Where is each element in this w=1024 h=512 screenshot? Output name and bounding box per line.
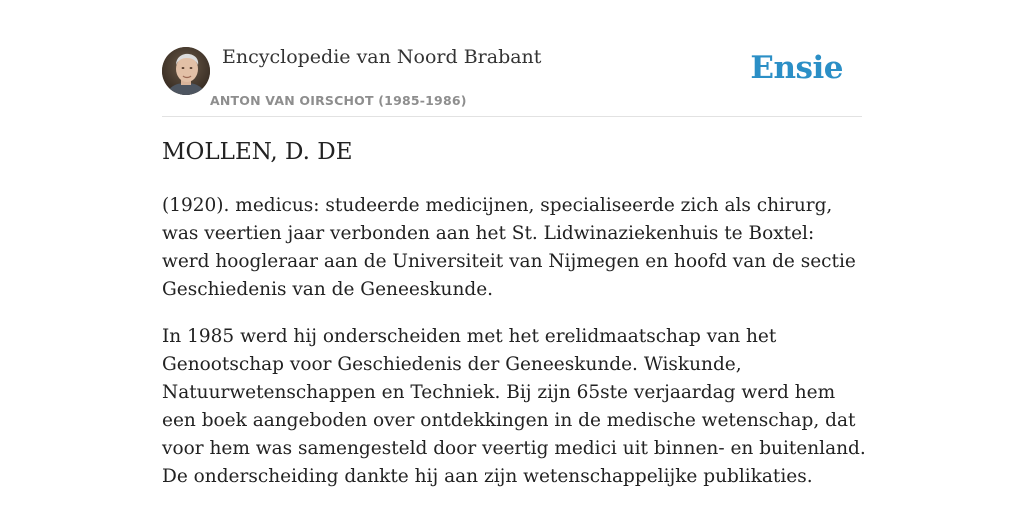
- brand-logo[interactable]: Ensie: [750, 50, 843, 86]
- author-portrait-icon: [162, 47, 210, 95]
- entry-paragraph: In 1985 werd hij onderscheiden met het erelidmaatschap van het Genootschap voor Geschiedenis der Geneeskunde. Wiskunde, Natuurwetenschappen en Techniek. Bij zijn 65ste verjaardag werd hem een boek aangeboden over ontdekkingen in de medische wetenschap, dat voor hem was samengesteld door veertig medici uit binnen- en buitenland. De onderscheiding dankte hij aan zijn wetenschappelijke publikaties.: [162, 326, 866, 487]
- site-title[interactable]: Encyclopedie van Noord Brabant: [222, 46, 542, 68]
- page-header: [162, 46, 862, 117]
- entry-title: MOLLEN, D. DE: [162, 139, 353, 165]
- entry-paragraph: (1920). medicus: studeerde medicijnen, specialiseerde zich als chirurg, was veertien jaar verbonden aan het St. Lidwinaziekenhuis te Boxtel: werd hoogleraar aan de Universiteit van Nijmegen en hoofd van de sectie Geschiedenis van de Geneeskunde.: [162, 195, 856, 300]
- author-avatar[interactable]: [162, 47, 210, 95]
- author-name[interactable]: ANTON VAN OIRSCHOT (1985-1986): [210, 93, 467, 108]
